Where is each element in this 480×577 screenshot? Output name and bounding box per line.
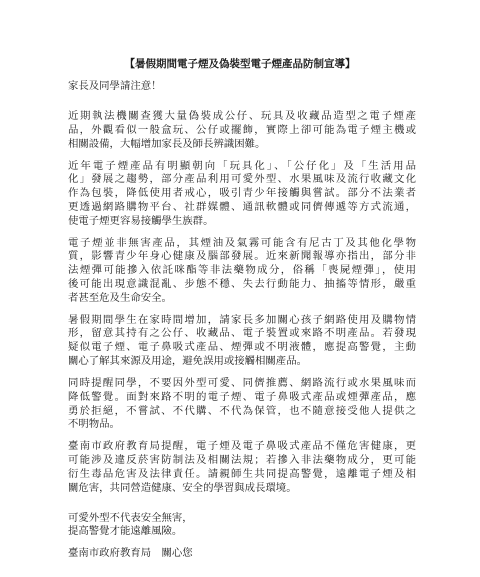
paragraph-line: 後可能出現意識混亂、步態不穩、失去行動能力、抽搐等情形，嚴重 [68, 277, 416, 290]
paragraph-line: 降低警覺。面對來路不明的電子煙、電子鼻吸式產品或煙彈產品，應 [68, 390, 416, 403]
paragraph-5 [68, 377, 416, 432]
paragraph-line: 關危害，共同營造健康、安全的學習與成長環境。 [68, 481, 297, 494]
paragraph-line: 暑假期間學生在家時間增加，請家長多加關心孩子網路使用及購物情 [68, 313, 416, 326]
paragraph-line: 勇於拒絕，不嘗試、不代購、不代為保管，也不隨意接受他人提供之 [68, 404, 416, 417]
paragraph-line: 作為包裝，降低使用者戒心，吸引青少年接觸與嘗試。部分不法業者 [68, 187, 416, 200]
paragraph-4 [68, 314, 416, 369]
paragraph-line: 形，留意其持有之公仔、收藏品、電子裝置或來路不明產品。若發現 [68, 327, 416, 340]
paragraph-line: 同時提醒同學，不要因外型可愛、同儕推薦、網路流行或水果風味而 [68, 377, 416, 389]
paragraph-line: 近年電子煙產品有明顯朝向「玩具化」、「公仔化」及「生活用品 [68, 159, 416, 172]
slogan-line: 可愛外型不代表安全無害， [68, 511, 193, 524]
greeting-line: 家長及同學請注意！ [68, 80, 162, 92]
paragraph-line: 臺南市政府教育局提醒，電子煙及電子鼻吸式產品不僅危害健康，更 [68, 440, 416, 453]
paragraph-3 [68, 237, 416, 306]
paragraph-line: 不明物品。 [68, 418, 120, 431]
paragraph-1 [68, 110, 416, 151]
signature-line: 臺南市政府教育局 關心您 [68, 547, 193, 560]
slogan [68, 512, 416, 540]
paragraph-line: 使電子煙更容易接觸學生族群。 [68, 214, 214, 227]
paragraph-line: 疑似電子煙、電子鼻吸式產品、煙彈或不明液體，應提高警覺，主動 [68, 341, 416, 354]
paragraph-line: 衍生毒品危害及法律責任。請親師生共同提高警覺，遠離電子煙及相 [68, 467, 416, 480]
paragraph-line: 關心了解其來源及用途，避免誤用或接觸相關產品。 [68, 355, 307, 368]
paragraph-line: 相關設備，大幅增加家長及師長辨識困難。 [68, 137, 266, 150]
greeting [68, 80, 416, 94]
paragraph-line: 品，外觀看似一般盒玩、公仔或擺飾，實際上卻可能為電子煙主機或 [68, 123, 416, 136]
paragraph-line: 法煙彈可能摻入依託咪酯等非法藥物成分，俗稱「喪屍煙彈」，使用 [68, 264, 416, 277]
signature [68, 547, 416, 561]
paragraph-line: 電子煙並非無害產品，其煙油及氣霧可能含有尼古丁及其他化學物 [68, 236, 416, 249]
paragraph-6 [68, 440, 416, 495]
paragraph-line: 更透過網路購物平台、社群媒體、通訊軟體或同儕傳遞等方式流通， [68, 200, 416, 213]
paragraph-line: 者甚至危及生命安全。 [68, 291, 172, 304]
paragraph-line: 化」發展之趨勢，部分產品利用可愛外型、水果風味及流行收藏文化 [68, 173, 416, 186]
slogan-line: 提高警覺才能遠離風險。 [68, 525, 183, 538]
paragraph-line: 可能涉及違反菸害防制法及相關法規；若摻入非法藥物成分，更可能 [68, 454, 416, 467]
paragraph-line: 近期執法機關查獲大量偽裝成公仔、玩具及收藏品造型之電子煙產 [68, 110, 416, 122]
notice-title: 【暑假期間電子煙及偽裝型電子煙產品防制宣導】 [124, 58, 356, 70]
paragraph-line: 質，影響青少年身心健康及腦部發展。近來新聞報導亦指出，部分非 [68, 250, 416, 263]
paragraph-2 [68, 160, 416, 229]
